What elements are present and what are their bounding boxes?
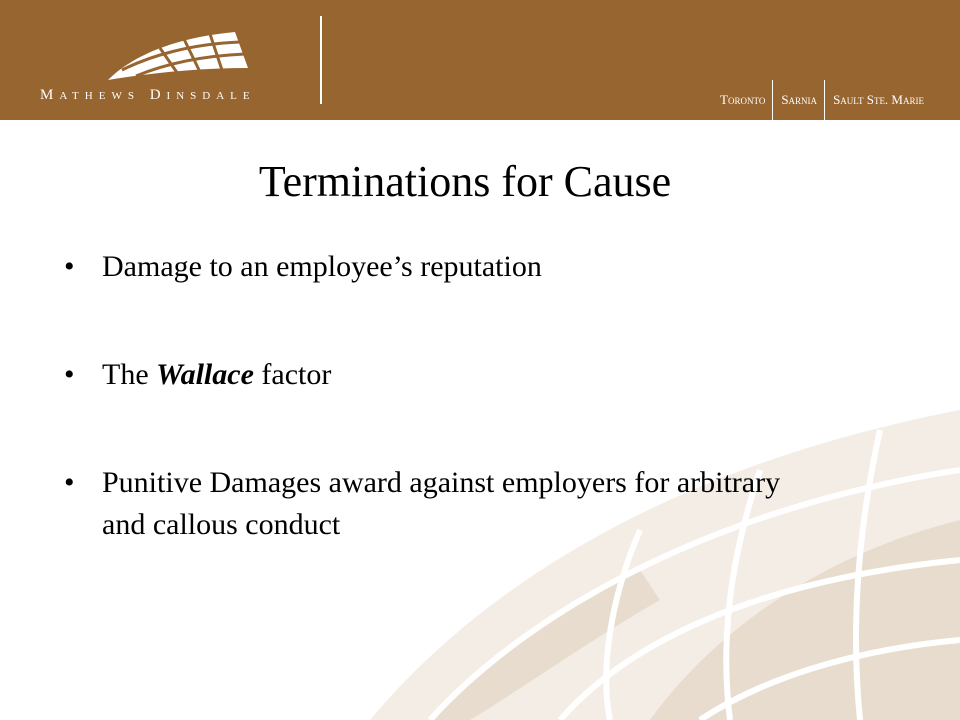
bullet-text-suffix: factor xyxy=(253,358,332,391)
bullet-item xyxy=(64,246,824,288)
bullet-item xyxy=(64,354,824,396)
office-sarnia: Sarnia xyxy=(781,92,818,107)
bullet-text: Punitive Damages award against employers for arbitrary and callous conduct xyxy=(102,466,781,541)
company-wordmark: Mathews Dinsdale xyxy=(40,87,256,103)
slide-title: Terminations for Cause xyxy=(258,157,672,206)
bullet-text: Damage to an employee’s reputation xyxy=(102,250,542,283)
bullet-list xyxy=(64,246,824,546)
office-locations xyxy=(712,80,924,120)
logo-mark xyxy=(100,28,250,86)
bullet-marker: • xyxy=(64,358,75,391)
bullet-emphasis: Wallace xyxy=(156,358,254,391)
office-sault-ste-marie: Sault Ste. Marie xyxy=(833,92,924,107)
bullet-marker: • xyxy=(64,250,75,283)
header-divider xyxy=(320,16,322,104)
office-toronto: Toronto xyxy=(720,92,766,107)
bullet-text-prefix: The xyxy=(102,358,157,391)
bullet-marker: • xyxy=(64,466,75,499)
bullet-item xyxy=(64,462,824,546)
header-band xyxy=(0,0,960,120)
